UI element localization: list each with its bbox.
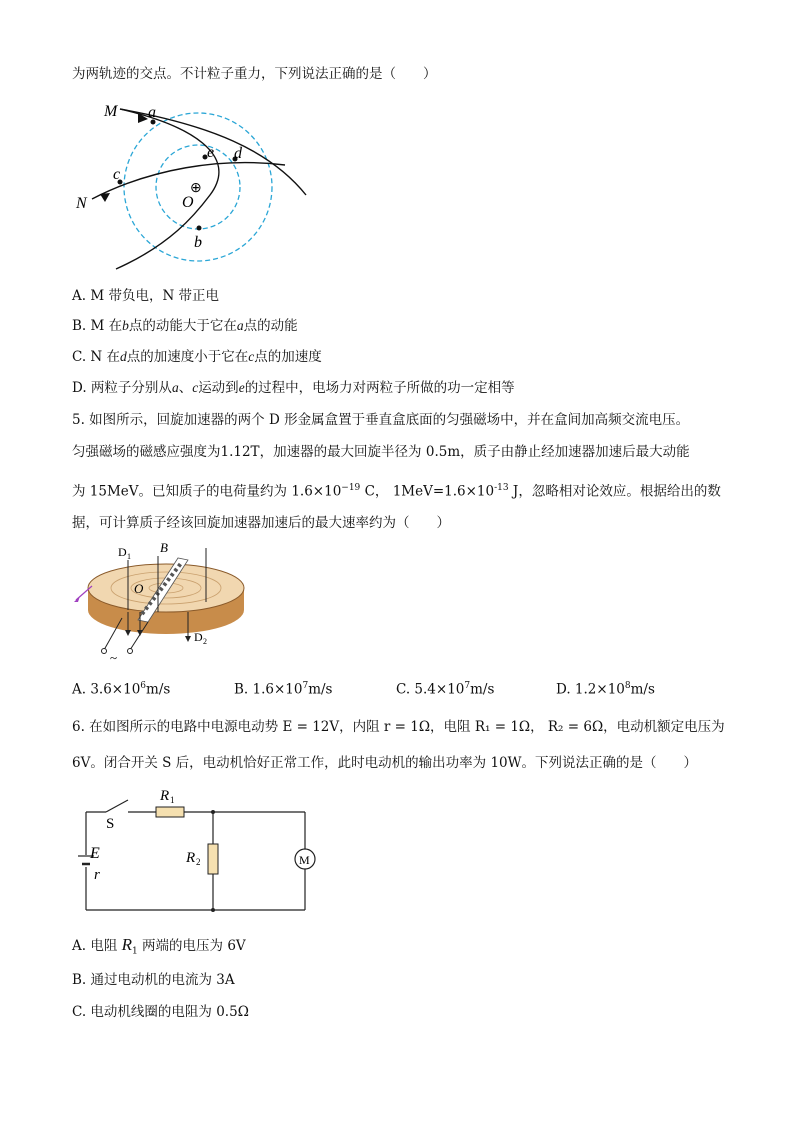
label-a: a — [148, 104, 156, 121]
internal-r-label: r — [94, 867, 100, 883]
r1-label: R — [160, 788, 170, 804]
option-4a: A. M 带负电，N 带正电 — [72, 288, 220, 304]
label-d: d — [234, 145, 242, 162]
option-5b: B. $1.6\times 10^7m/s$ — [234, 681, 333, 698]
option-6b: B. 通过电动机的电流为 3A — [72, 972, 235, 988]
option-4b: B. M 在b点的动能大于它在a点的动能 — [72, 318, 298, 334]
label-plus: ⊕ — [190, 181, 202, 196]
cyclotron-figure — [68, 538, 258, 666]
question-intro-line: 为两轨迹的交点。不计粒子重力，下列说法正确的是（ ） — [72, 66, 437, 82]
q6-line1: 6. 在如图所示的电路中电源电动势 E = 12V，内阻 r = 1Ω，电阻 R₁ = 1Ω， R₂ = 6Ω，电动机额定电压为 — [72, 719, 725, 735]
circuit-figure — [76, 782, 316, 916]
option-5c: C. $5.4\times 10^7m/s$ — [396, 681, 495, 698]
label-e: e — [207, 144, 215, 161]
label-B: B — [160, 540, 168, 555]
label-D2: D — [194, 630, 203, 644]
q6-line2: 6V。闭合开关 S 后，电动机恰好正常工作，此时电动机的输出功率为 10W。下列说法正确的是（ ） — [72, 755, 698, 771]
q5-line2: 匀强磁场的磁感应强度为1.12T，加速器的最大回旋半径为 0.5m，质子由静止经加速器加速后最大动能 — [72, 444, 690, 460]
label-M: M — [104, 103, 118, 120]
label-O-cyc: O — [134, 581, 144, 596]
option-6a: A. 电阻 $R_1$ 两端的电压为 6V — [72, 935, 246, 957]
q5-line3: 为 15MeV。已知质子的电荷量约为 $1.6\times 10^{-19}$ C， $1MeV=1.6\times 10^{-13}$ J，忽略相对论效应。根据给出的数 — [72, 483, 721, 500]
emf-label: E — [90, 845, 100, 862]
r2-label: R — [186, 850, 196, 866]
q5-line1: 5. 如图所示，回旋加速器的两个 D 形金属盒置于垂直盒底面的匀强磁场中，并在盒间加高频交流电压。 — [72, 412, 690, 428]
label-b: b — [194, 234, 202, 251]
svg-text:2: 2 — [203, 637, 207, 646]
trajectory-figure — [70, 95, 320, 275]
label-O: O — [182, 194, 194, 211]
label-N: N — [76, 195, 87, 212]
svg-text:1: 1 — [170, 795, 175, 805]
label-c: c — [113, 166, 121, 183]
q5-line4: 据，可计算质子经该回旋加速器加速后的最大速率约为（ ） — [72, 515, 450, 531]
option-4c: C. N 在d点的加速度小于它在c点的加速度 — [72, 349, 322, 365]
option-5d: D. $1.2\times 10^8m/s$ — [556, 681, 655, 698]
label-D1: D — [118, 545, 127, 559]
option-4d: D. 两粒子分别从a、c运动到e的过程中，电场力对两粒子所做的功一定相等 — [72, 380, 515, 396]
label-tilde: ~ — [110, 650, 118, 665]
option-5a: A. $3.6\times 10^6m/s$ — [72, 681, 171, 698]
switch-label: S — [106, 816, 115, 832]
svg-text:2: 2 — [196, 857, 201, 867]
svg-text:1: 1 — [127, 552, 131, 561]
motor-label: M — [299, 853, 310, 867]
option-6c: C. 电动机线圈的电阻为 0.5Ω — [72, 1004, 249, 1020]
